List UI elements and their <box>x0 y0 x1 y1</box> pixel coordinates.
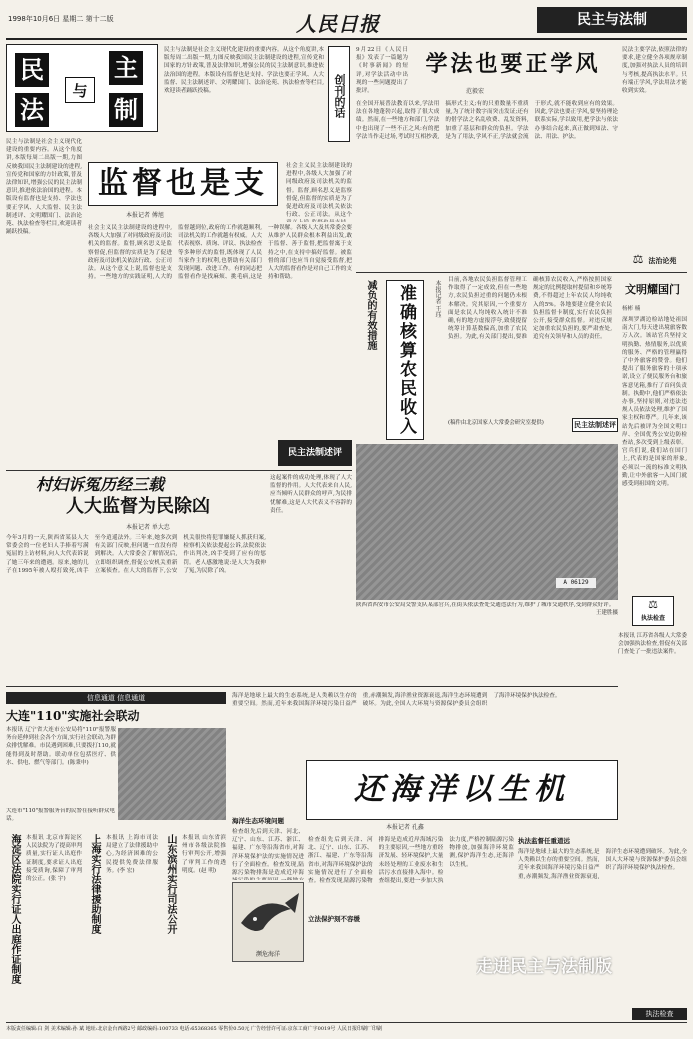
farmer-kicker: 减负的有效措施 <box>365 280 376 350</box>
farmer-byline: 本报记者 王珏 <box>434 280 441 318</box>
marine-subhead-3: 执法监督任重道远 <box>518 837 570 845</box>
intro-head: 创刊的话 <box>328 46 350 142</box>
newspaper-page <box>6 4 687 1035</box>
brief-110-caption: 大连市"110"报警服务台的民警在接听群众电话。 <box>6 808 116 822</box>
headline-marine <box>306 760 618 820</box>
farmer-text: 目前,各地农民负担监督管理工作取得了一定成效,但在一些地方,农民负担过重的问题仍未根本解决。究其原因,一个重要方面是农民人均纯收入统计不准确,有的地方虚报浮夸,致使提留统筹计算基数偏高,加重了农民负担。为此,有关部门提出,要准确核算农民收入,严格按照国家规定的比例提取村提留和乡统筹费,不得超过上年农民人均纯收入的5%。各地要建立健全农民负担监督卡制度,实行农民负担公开,接受群众监督。对违反规定加重农民负担的,要严肃查处,追究有关领导和人员的责任。 <box>448 277 612 341</box>
brief-shanghai-text: 本报讯 上海市司法局建立了法律援助中心,为经济困难的公民提供免费法律服务。(李 宏) <box>106 835 158 874</box>
traffic-caption-credit: 王建胜摄 <box>595 609 618 616</box>
legal-forum-tag <box>622 248 687 268</box>
traffic-caption-text: 陕西省西安市公安局交警支队某部官兵,在街头依法查处交通违法行为,维护了城市交通秩序,受到群众好评。 <box>356 602 615 608</box>
law-check-tag <box>632 596 674 626</box>
marine-intro-text: 海洋是地球上最大的生态系统,是人类赖以生存的重要空间。然而,近年来我国海洋环境污染日益严重,赤潮频发,海洋渔业资源衰退,海洋生态环境遭到破坏。为此,全国人大环境与资源保护委员会组织了海洋环境保护执法检查。 <box>232 693 561 708</box>
divider-lower <box>6 686 618 687</box>
brief-hainan-title: 海淀区法院实行证人出庭作证制度 <box>9 834 20 984</box>
village-title-line1: 村妇诉冤历经三载 <box>36 475 165 494</box>
footer-rule <box>6 1022 687 1023</box>
village-byline: 本报记者 单大忠 <box>126 524 170 531</box>
supervision-right-col: 社会主义民主法制建设的进程中,各级人大加强了对同级政府及司法机关的监督。监督,顾名思义是监察督促,但监督的实质是为了促进政府及司法机关依法行政、公正司法。从这个 <box>286 163 352 219</box>
divider-left <box>6 470 352 471</box>
fish-icon <box>233 883 303 945</box>
village-side-text: 这起案件的成功处理,体现了人大监督的作用。人大代表来自人民,应当倾听人民群众的呼声,为民排忧解难,这是人大代表义不容辞的责任。 <box>270 475 352 514</box>
brief-shanghai-title: 上海实行法律援助制度 <box>89 834 100 934</box>
marine-illustration <box>232 882 304 962</box>
democracy-review-tag: 民主法制述评 <box>572 418 618 432</box>
study-side-text: 9月22日《人民日报》发表了一篇题为《时事新闻》的短评,对学法活动中出现的一些问题提出了批评。 <box>356 47 408 95</box>
brief-shandong-title: 山东滨州实行司法公开 <box>165 834 176 934</box>
study-right-text: 民法主要学法,依照法律的要求,建立健全各项规章制度,加强对执法人员的培训与考核,提高执法水平。只有端正学风,学法用法才能收到实效。 <box>622 47 687 95</box>
logo-char-5: 制 <box>109 93 143 127</box>
marine-text-right: 海洋是地球上最大的生态系统,是人类赖以生存的重要空间。然而,近年来我国海洋环境污染日益严重,赤潮频发,海洋渔业资源衰退,海洋生态环境遭到破坏。为此,全国人大环境与资源保护委员会组织了海洋环境保护执法检查。 <box>518 849 687 880</box>
section-logo <box>6 44 158 132</box>
brief-110-photo <box>118 728 226 820</box>
logo-char-3: 与 <box>65 77 95 103</box>
intro-column <box>164 46 324 142</box>
marine-title: 还海洋以生机 <box>354 772 570 807</box>
footer-info: 本版责任编辑:白 剑 美术编辑:孙 斌 地址:北京金台西路2号 邮政编码:100733 电话:65368365 零售价0.50元 广告经营许可证:京东工商广字0019号 人民日报印刷厂印刷 <box>6 1026 382 1032</box>
brief-photo-texture <box>118 728 226 820</box>
marine-subhead-2: 立法保护刻不容缓 <box>308 915 360 923</box>
illustration-caption: 濒危海洋 <box>255 951 280 958</box>
logo-char-1: 民 <box>15 53 49 87</box>
section-title: 民主与法制 <box>537 7 687 33</box>
photo-texture <box>356 444 618 600</box>
farmer-headline: 准确核算农民收入 <box>386 280 424 440</box>
headline-study <box>410 46 616 84</box>
study-title: 学法也要正学风 <box>425 51 601 77</box>
traffic-police-photo <box>356 444 618 600</box>
watermark: 走进民主与法制版 <box>476 957 612 977</box>
study-text: 在全国开展普法教育以来,学法用法在各地蓬勃兴起,取得了很大成绩。然而,在一些地方和部门,学法中也出现了一些不正之风:有的把学法当作走过场,考试时互相抄袭,搞形式主义;有的只重数量不重质量,为了统计数字而突击发证;还有的借学法之名乱收费、乱发资料,加重了基层和群众的负担。学法是为了用法,学风不正,学法就会流于形式,就不能收到应有的效果。因此,学法也要正学风,要坚持理论联系实际,学以致用,把学法与依法办事结合起来,真正做到知法、守法、用法、护法。 <box>356 101 618 140</box>
brief-hainan-text: 本报讯 北京市海淀区人民法院为了提高审判质量,实行证人出庭作证制度,要求证人出庭接受质询,保障了审判的公正。(张 宇) <box>26 835 82 883</box>
bottom-section-tag: 执法检查 <box>632 1008 687 1020</box>
marine-text: 检查组先后到天津、河北、辽宁、山东、江苏、浙江、福建、广东等沿海省市,对海洋环境保护法的实施情况进行了全面检查。检查发现,陆源污染物排海是造成近岸海域污染的主要原因,一些地方重经济发展、轻环境保护,大量未经处理的工业废水和生活污水直接排入海中。检查组提出,要进一步加大执法力度,严格控制陆源污染物排放,加强海洋环境监测,保护海洋生态,还海洋以生机。 <box>308 837 514 885</box>
supervision-sidebar: 民主与法制是社会主义现代化建设的重要内容。从这个角度讲,本版每周二出版一期,力图反映我国民主法制建设的进程,宣传党和国家的方针政策,普及法律知识,增强公民的民主法制意识,推进依法治国的进程。本版设有监督也是支持、学法也要正学风、人大监督、民主法制述评、文明耀国门、法治论苑、执法检查等栏目,欢迎读者踊跃投稿。 <box>6 139 82 236</box>
civilization-byline: 杨彬 楠 <box>622 306 641 312</box>
divider-mid <box>356 272 687 273</box>
law-check-icon: ⚖ <box>648 598 658 611</box>
brief-jiangsu-text: 本报讯 江苏省各级人大常委会加强执法检查,督促有关部门查处了一批违法案件。 <box>618 633 687 656</box>
village-text: 今年3月的一天,陕西省某县人大常委会的一位老妇人手捧着写满冤屈的上访材料,向人大代表诉说了她三年来的遭遇。原来,她的儿子在1995年被人殴打致死,凶手至今逍遥法外。三年来,她多次到有关部门反映,但问题一直没有得到解决。人大常委会了解情况后,立即组织调查,督促公安机关重新立案侦查。在人大的监督下,公安机关很快将犯罪嫌疑人抓获归案,检察机关依法提起公诉,法院依法作出判决,凶手受到了应有的惩罚。老人感激地说:是人大为我伸了冤,为民除了凶。 <box>6 535 266 574</box>
village-title-line2: 人大监督为民除凶 <box>66 496 210 517</box>
masthead <box>6 4 687 40</box>
scales-icon: ⚖ <box>632 252 644 266</box>
brief-110-text: 本报讯 辽宁省大连市公安局将"110"报警服务台延伸到社会各个方面,实行社会联动,为群众排忧解难。市民遇到困难,只要拨打110,就能得到及时帮助。联动单位包括医疗、供水、供电、燃气等部门。(陈秉申) <box>6 727 116 766</box>
headline-civilization <box>618 280 687 302</box>
brief-110-title: 大连"110"实施社会联动 <box>6 709 140 723</box>
supervision-byline: 本报记者 傅旭 <box>126 212 164 219</box>
marine-text-col1: 检查组先后到天津、河北、辽宁、山东、江苏、浙江、福建、广东等沿海省市,对海洋环境保护法的实施情况进行了全面检查。检查发现,陆源污染物排海是造成近岸海 <box>232 829 304 877</box>
intro-text: 民主与法制是社会主义现代化建设的重要内容。从这个角度讲,本版每周二出版一期,力图反映我国民主法制建设的进程,宣传党和国家的方针政策,普及法律知识,增强公民的民主法制意识,推进依法治国的进程。本版设有监督也是支持、学法也要正学风、人大监督、民主法制述评、文明耀国门、法治论苑、执法检查等栏目,欢迎读者踊跃投稿。 <box>164 47 324 95</box>
marine-byline: 本报记者 孔鑫 <box>386 824 424 831</box>
farmer-note: (稿件由北京国家人大常委会研究室提供) <box>448 420 544 426</box>
supervision-title: 监督也是支 <box>98 166 268 201</box>
marine-subhead-1: 海洋生态环境问题 <box>232 817 284 825</box>
democracy-review-box: 民主法制述评 <box>278 440 352 466</box>
paper-name: 人民日报 <box>296 12 380 36</box>
law-check-label: 执法检查 <box>640 615 665 622</box>
supervision-text: 社会主义民主法制建设的进程中,各级人大加强了对同级政府及司法机关的监督。监督,顾名思义是监察督促,但监督的实质是为了促进政府及司法机关依法行政、公正司法。从这个意义上说,监督也是支持。一些地方的实践证明,人大的监督越到位,政府的工作就越顺利,司法机关的工作就越有权威。人大代表视察、质询、评议、执法检查等多种形式的监督,既体现了人民当家作主的权利,也帮助有关部门发现问题、改进工作。有的同志把监督看作是找麻烦、挑毛病,这是一种误解。各级人大及其常委会要从维护人民群众根本利益出发,敢于监督、善于监督,把监督寓于支持之中,在支持中搞好监督。被监督的部门也应当自觉接受监督,把人大的监督看作是对自己工作的支持和帮助。 <box>88 225 352 281</box>
license-plate: A 06129 <box>556 578 596 588</box>
study-byline: 范毅宏 <box>466 88 485 95</box>
headline-supervision <box>88 162 278 206</box>
info-channel-banner: 信息通道 信息通道 <box>6 692 226 704</box>
legal-forum-label: 法治论苑 <box>648 256 677 265</box>
issue-date: 1998年10月6日 星期二 第十二版 <box>8 15 114 23</box>
civilization-text: 深圳罗湖边检站地处祖国南大门,每天进出境旅客数万人次。该站官兵坚持文明执勤、热情服务,以优质的服务、严格的管理赢得了中外旅客的赞誉。他们提出了服务旅客的十项承诺,设立了便民服务台和旅客意见箱,推行了首问负责制。执勤中,他们严格依法办事,坚持原则,对违法违规人员依法处理,维护了国家主权和尊严。几年来,该站先后被评为全国文明口岸、全国优秀公安边防检查站,多次受到上级表彰。官兵们说,我们站在国门上,代表的是国家的形象,必须以一流的标准文明执勤,让中外旅客一入国门就感受到祖国的文明。 <box>622 317 687 488</box>
logo-char-4: 法 <box>15 93 49 127</box>
civilization-title: 文明耀国门 <box>625 283 680 296</box>
brief-shandong-text: 本报讯 山东省滨州市各级法院推行审判公开,增强了审判工作的透明度。(赵 明) <box>182 835 226 874</box>
logo-char-2: 主 <box>109 51 143 85</box>
traffic-photo-caption <box>356 602 618 624</box>
